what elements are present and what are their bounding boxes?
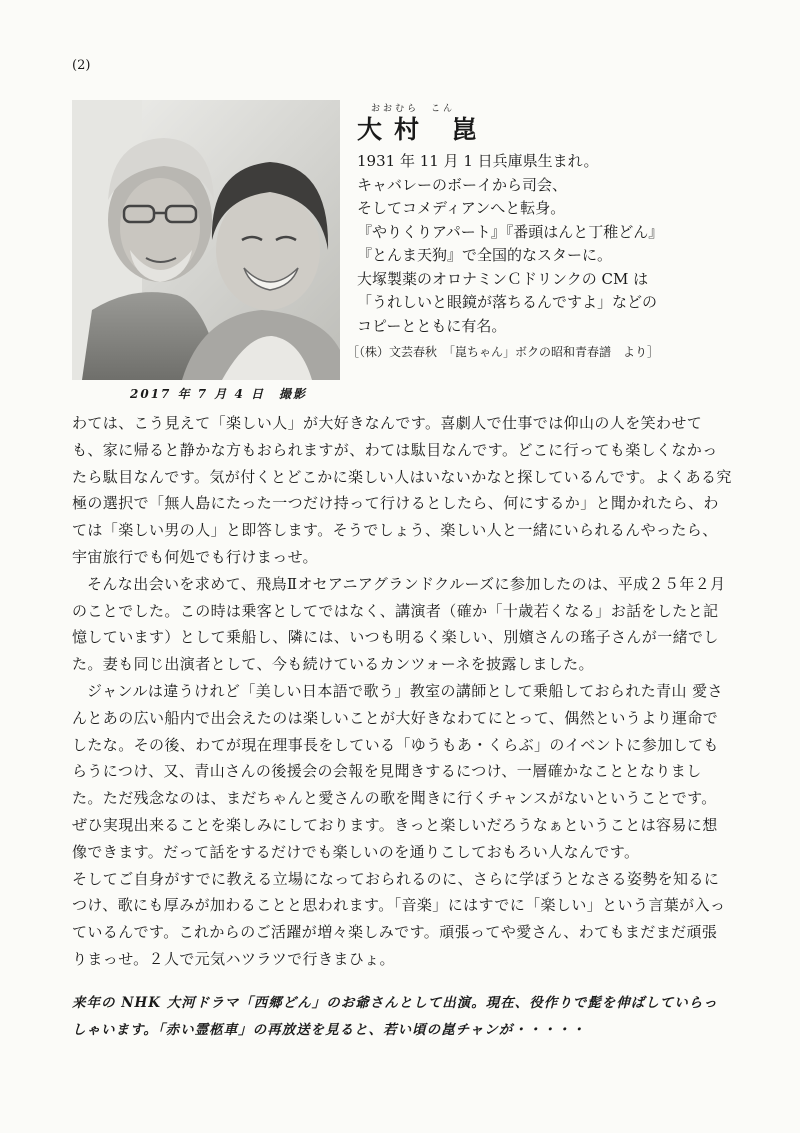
profile-line: 1931 年 11 月 1 日兵庫県生まれ。 — [357, 152, 599, 170]
handwritten-note: 来年の NHK 大河ドラマ「西郷どん」のお爺さんとして出演。現在、役作りで髭を伸ばしていらっしゃいます。「赤い霊柩車」の再放送を見ると、若い頃の崑チャンが・・・・・ — [72, 995, 718, 1038]
article-body — [72, 410, 732, 973]
profile-line: そしてコメディアンへと転身。 — [357, 199, 566, 217]
body-paragraph: そしてご自身がすでに教える立場になっておられるのに、さらに学ぼうとなさる姿勢を知るにつけ、歌にも厚みが加わることと思われます。「音楽」にはすでに「楽しい」という言葉が入っているんです。これからのご活躍が増々楽しみです。頑張ってや愛さん、わてもまだまだ頑張りまっせ。２人で元気ハツラツで行きまひょ。 — [72, 869, 726, 968]
profile-line: 『やりくりアパート』『番頭はんと丁稚どん』 — [357, 222, 664, 241]
body-paragraph: わては、こう見えて「楽しい人」が大好きなんです。喜劇人で仕事では仰山の人を笑わせても、家に帰ると静かな方もおられますが、わては駄目なんです。どこに行っても楽しくなかったら駄目なんです。気が付くとどこかに楽しい人はいないかなと探しているんです。よくある究極の選択で「無人島にたった一つだけ持って行けるとしたら、何にするか」と聞かれたら、わては「楽しい男の人」と即答します。そうでしょう、楽しい人と一緒にいられるんやったら、宇宙旅行でも何処でも行けまっせ。 — [72, 414, 732, 566]
portrait-photo — [72, 100, 340, 380]
profile-line: 「うれしいと眼鏡が落ちるんですよ」などの — [357, 293, 658, 311]
page-number: (2) — [72, 58, 91, 73]
body-paragraph: そんな出会いを求めて、飛鳥Ⅱオセアニアグランドクルーズに参加したのは、平成２５年２月のことでした。この時は乗客としてではなく、講演者（確か「十歳若くなる」お話をしたと記憶しています）として乗船し、隣には、いつも明るく楽しい、別嬪さんの瑤子さんが一緒でした。妻も同じ出演者として、今も続けているカンツォーネを披露しました。 — [72, 574, 726, 674]
profile-line: 大塚製薬のオロナミンＣドリンクの CM は — [357, 269, 649, 288]
photo-caption: 2017 年 7 月 4 日 撮影 — [130, 387, 307, 401]
profile-line: キャバレーのボーイから司会、 — [357, 175, 568, 194]
profile-line: コピーとともに有名。 — [357, 316, 507, 335]
person-name: 大村 崑 — [357, 115, 489, 144]
source-citation: ［（株）文芸春秋 「崑ちゃん」ボクの昭和青春譜 より］ — [347, 345, 660, 359]
body-paragraph: ジャンルは違うけれど「美しい日本語で歌う」教室の講師として乗船しておられた青山 愛さんとあの広い船内で出会えたのは楽しいことが大好きなわてにとって、偶然というより運命でしたな。その後、わてが現在理事長をしている「ゆうもあ・くらぶ」のイベントに参加してもらうにつけ、又、青山さんの後援会の会報を見聞きするにつけ、一層確かなこととなりました。ただ残念なのは、まだちゃんと愛さんの歌を聞きに行くチャンスがないということです。ぜひ実現出来ることを楽しみにしております。きっと楽しいだろうなぁということは容易に想像できます。だって話をするだけでも楽しいのを通りこしておもろい人なんです。 — [72, 681, 723, 861]
profile-line: 『とんま天狗』で全国的なスターに。 — [357, 246, 613, 264]
profile-block — [347, 104, 737, 362]
portrait-photo-image — [72, 100, 340, 380]
name-ruby: おおむら こん — [371, 104, 456, 114]
